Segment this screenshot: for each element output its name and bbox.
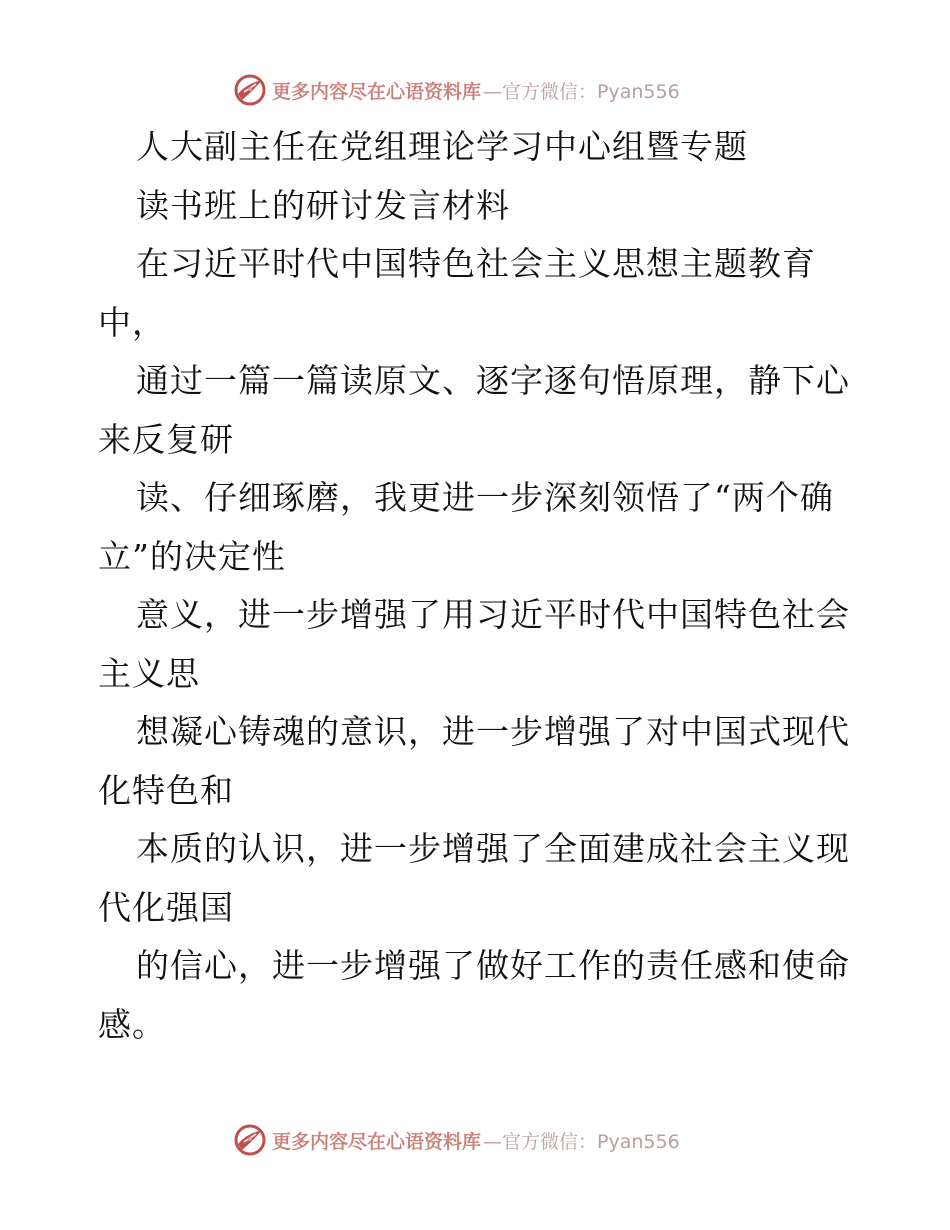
text-line: 中，	[98, 302, 166, 342]
text-line: 主义思	[98, 653, 200, 693]
text-line: 本质的认识，进一步增强了全面建成社会主义现	[136, 829, 850, 868]
text-line: 读书班上的研讨发言材料	[136, 185, 510, 225]
header-watermark-banner	[232, 70, 712, 110]
text-line: 读、仔细琢磨，我更进一步深刻领悟了“两个确	[136, 478, 834, 517]
text-line: 来反复研	[98, 419, 234, 459]
text-line: 在习近平时代中国特色社会主义思想主题教育	[136, 244, 816, 283]
text-line: 感。	[98, 1004, 166, 1044]
banner-site-name: 更多内容尽在心语资料库	[272, 80, 482, 103]
banner-wechat-id: —官方微信：Pyan556	[483, 1130, 680, 1153]
text-line: 想凝心铸魂的意识，进一步增强了对中国式现代	[136, 712, 850, 751]
text-line: 人大副主任在党组理论学习中心组暨专题	[136, 127, 748, 166]
text-line: 代化强国	[98, 887, 234, 927]
text-line: 意义，进一步增强了用习近平时代中国特色社会	[136, 595, 850, 634]
text-line: 的信心，进一步增强了做好工作的责任感和使命	[136, 946, 850, 985]
text-line: 通过一篇一篇读原文、逐字逐句悟原理，静下心	[136, 361, 850, 400]
banner-wechat-id: —官方微信：Pyan556	[483, 80, 680, 103]
document-body	[98, 118, 858, 1054]
banner-site-name: 更多内容尽在心语资料库	[272, 1130, 482, 1153]
text-line: 化特色和	[98, 770, 234, 810]
text-line: 立”的决定性	[98, 536, 286, 576]
pen-nib-logo-icon	[232, 72, 268, 108]
footer-watermark-banner	[232, 1120, 712, 1160]
pen-nib-logo-icon	[232, 1122, 268, 1158]
